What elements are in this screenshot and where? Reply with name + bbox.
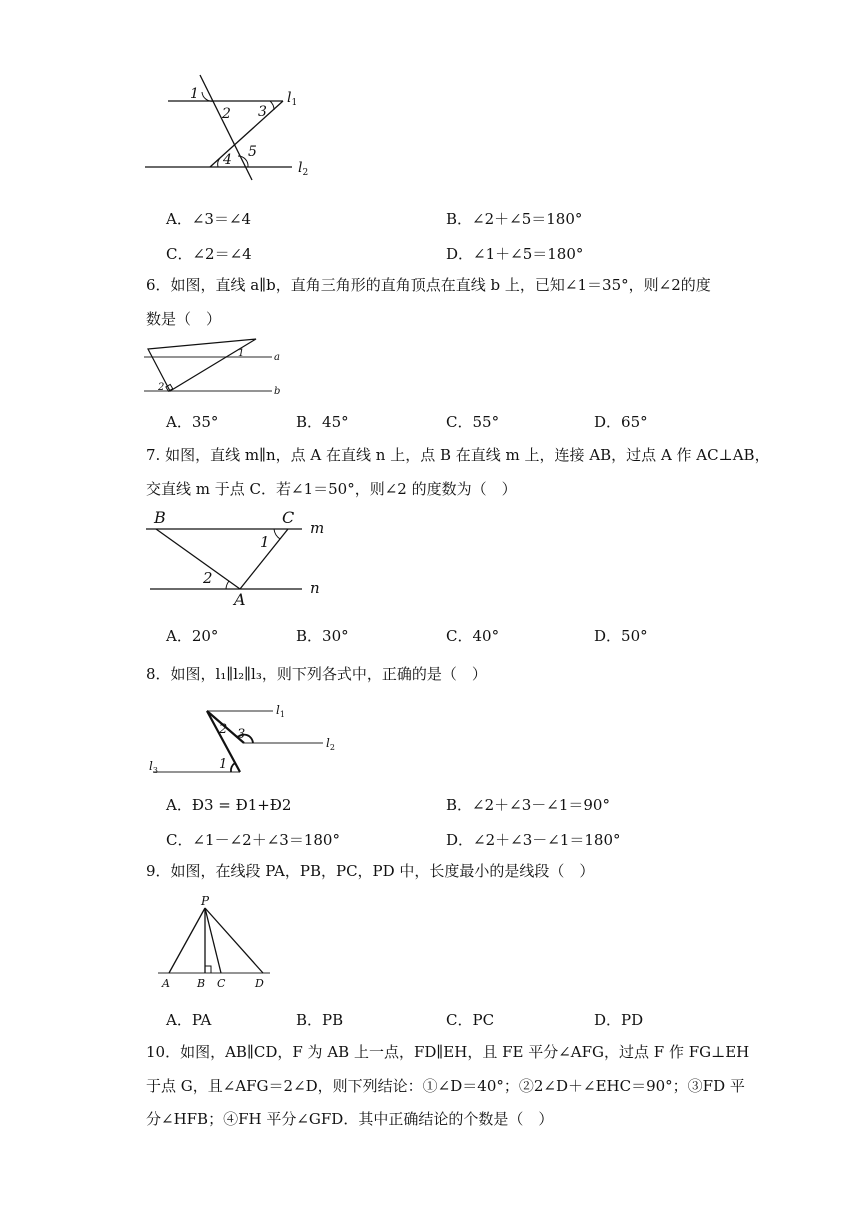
point-A: A [234, 590, 246, 609]
q7-option-c[interactable]: C．40° [446, 627, 500, 645]
label-l3: $l_3$ [149, 759, 158, 775]
q7-figure [140, 505, 340, 610]
label-l1: $l_1$ [276, 703, 285, 719]
q9-figure [155, 896, 280, 992]
q10-text-line2: 于点 G，且∠AFG＝2∠D，则下列结论：①∠D＝40°；②2∠D＋∠EHC＝90°；③FD 平 [146, 1077, 745, 1095]
q6-option-a[interactable]: A．35° [166, 413, 219, 431]
segment-pa [169, 908, 205, 973]
q7-option-d[interactable]: D．50° [594, 627, 648, 645]
q6-figure [140, 330, 290, 400]
point-C: C [282, 508, 295, 527]
label-b: b [274, 386, 281, 397]
q8-text-line1: 8．如图，l₁∥l₂∥l₃，则下列各式中，正确的是（ ） [146, 665, 487, 683]
q8-option-c[interactable]: C．∠1－∠2＋∠3＝180° [166, 831, 340, 849]
angle-label-5: 5 [248, 144, 257, 160]
label-l2: $l_2$ [326, 736, 335, 752]
angle-1-arc [274, 529, 280, 539]
label-m: m [310, 519, 325, 537]
q7-text-line1: 7. 如图，直线 m∥n，点 A 在直线 n 上，点 B 在直线 m 上，连接 AB，过点 A 作 AC⊥AB， [146, 446, 770, 464]
point-D: D [255, 977, 264, 990]
angle-label-1: 1 [260, 533, 270, 551]
q5-option-a[interactable]: A．∠3＝∠4 [166, 210, 252, 228]
segment-ab [156, 529, 240, 589]
q6-option-c[interactable]: C．55° [446, 413, 500, 431]
angle-label-2: 2 [219, 722, 228, 737]
q9-option-c[interactable]: C．PC [446, 1011, 495, 1029]
angle-label-1: 1 [190, 86, 199, 102]
q10-text-line1: 10．如图，AB∥CD，F 为 AB 上一点，FD∥EH，且 FE 平分∠AFG，过点 F 作 FG⊥EH [146, 1043, 750, 1061]
q6-option-b[interactable]: B．45° [296, 413, 349, 431]
angle-label-2: 2 [158, 382, 165, 393]
label-l2: $l_2$ [298, 160, 309, 178]
right-angle-mark [205, 966, 211, 973]
q5-option-c[interactable]: C．∠2＝∠4 [166, 245, 252, 263]
angle-2-arc [226, 581, 229, 589]
q9-option-b[interactable]: B．PB [296, 1011, 344, 1029]
angle-label-2: 2 [203, 569, 213, 587]
segment-pd [205, 908, 263, 973]
q9-text-line1: 9．如图，在线段 PA，PB，PC，PD 中，长度最小的是线段（ ） [146, 862, 595, 880]
angle-1-arc [231, 763, 235, 772]
angle-label-1: 1 [219, 757, 228, 772]
angle-label-1: 1 [238, 348, 245, 359]
angle-label-4: 4 [223, 152, 232, 168]
point-B: B [154, 508, 166, 527]
q8-option-d[interactable]: D．∠2＋∠3－∠1＝180° [446, 831, 621, 849]
q9-option-d[interactable]: D．PD [594, 1011, 644, 1029]
q8-option-a[interactable]: A．Ð3 = Ð1+Ð2 [166, 796, 292, 814]
q8-figure [145, 700, 345, 780]
q7-option-a[interactable]: A．20° [166, 627, 219, 645]
angle-label-3: 3 [258, 104, 267, 120]
angle-label-2: 2 [222, 106, 231, 122]
label-n: n [310, 579, 320, 597]
label-a: a [274, 352, 280, 363]
q5-figure [140, 70, 320, 185]
q6-option-d[interactable]: D．65° [594, 413, 648, 431]
q10-text-line3: 分∠HFB；④FH 平分∠GFD．其中正确结论的个数是（ ） [146, 1110, 554, 1128]
point-B: B [197, 977, 206, 990]
angle-label-3: 3 [237, 727, 246, 742]
point-C: C [217, 977, 226, 990]
point-A: A [162, 977, 170, 990]
point-P: P [201, 894, 210, 908]
q5-option-b[interactable]: B．∠2＋∠5＝180° [446, 210, 583, 228]
q9-option-a[interactable]: A．PA [166, 1011, 212, 1029]
angle-3-arc [270, 101, 274, 110]
q5-option-d[interactable]: D．∠1＋∠5＝180° [446, 245, 584, 263]
q6-text-line2: 数是（ ） [146, 310, 222, 328]
label-l1: $l_1$ [287, 90, 298, 108]
q7-text-line2: 交直线 m 于点 C．若∠1＝50°，则∠2 的度数为（ ） [146, 480, 517, 498]
transversal-2 [210, 101, 283, 167]
q6-text-line1: 6．如图，直线 a∥b，直角三角形的直角顶点在直线 b 上，已知∠1＝35°，则∠2的度 [146, 276, 711, 294]
q7-option-b[interactable]: B．30° [296, 627, 349, 645]
q8-option-b[interactable]: B．∠2＋∠3－∠1＝90° [446, 796, 610, 814]
